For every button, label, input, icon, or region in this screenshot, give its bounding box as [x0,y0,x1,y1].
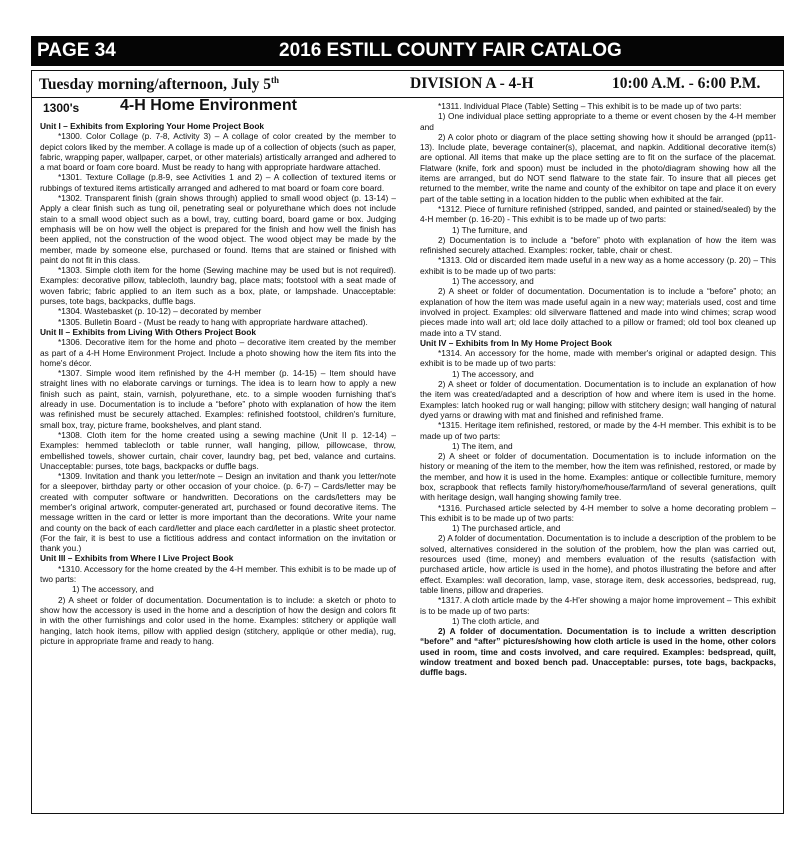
catalog-entry: 2) A sheet or folder of documentation. Documentation is to include a “before” photo; an explanation of how the item was made useful again in a new way; materials used, cost and time involved in project. Examples: old silverware flattened and made into wind chimes; scrap wood pieces made into wall art; old lace doily attached to a pillow or framed; old tool box cleaned up made into a TV stand. [420,286,776,338]
catalog-entry: *1314. An accessory for the home, made with member's original or adapted design. This exhibit is to be made up of two parts: [420,348,776,369]
left-column-body [40,121,396,646]
catalog-entry: *1305. Bulletin Board - (Must be ready to hang with appropriate hardware attached). [58,316,368,327]
catalog-entry: 1) One individual place setting appropriate to a theme or event chosen by the 4-H member and [420,111,776,132]
page-banner [31,36,784,66]
catalog-entry: *1301. Texture Collage (p.8-9, see Activities 1 and 2) – A collection of textured items or rubbings of textured items artistically arranged and adhered to mat board or foam core board. [40,172,396,193]
page-number: PAGE 34 [37,40,116,61]
catalog-title: 2016 ESTILL COUNTY FAIR CATALOG [279,40,622,61]
catalog-entry: 1) The item, and [452,440,513,451]
content-frame [31,70,784,814]
catalog-entry: 2) A folder of documentation. Documentation is to include a written description “before” and “after” pictures/showing how cloth article is used in the home, other colors used in room, time and costs involved, and care required. Examples: bedspread, quilt, window treatment and boxed bench pad. Unacceptable: purses, tote bags, backpacks, duffle bags. [420,626,776,678]
catalog-entry: *1317. A cloth article made by the 4-H'er showing a major home improvement – This exhibit is to be made up of two parts: [420,595,776,616]
catalog-entry: 2) A folder of documentation. Documentation is to include a description of the problem to be solved, alternatives considered in the solution of the problem, how the plan was carried out, resources used (time, money) and members evaluation of the results (satisfaction with purchased article, how article is used in the home), and photos illustrating the before and after effect. Examples: wall decoration, lamp, vase, storage item, desk accessories, bedspread, rug, table linens, pillow and draperies. [420,533,776,595]
catalog-entry: *1303. Simple cloth item for the home (Sewing machine may be used but is not required). Examples: decorative pillow, tablecloth, laundry bag, place mats; footstool with a seat made of woven fabric; fabric applied to an item such as a box, plate, or lampshade. Unacceptable: purses, tote bags, backpacks, duffle bags. [40,265,396,307]
catalog-entry: 1) The furniture, and [452,224,528,235]
section-title: 4-H Home Environment [120,97,297,114]
catalog-entry: *1302. Transparent finish (grain shows through) applied to small wood object (p. 13-14) – Apply a clear finish such as tung oil, penetrating seal or polyurethane which does not include stain to a small wood object such as a bowl, tray, cutting board, board game or box. Judging emphasis will be on how well the object is prepared for the finish and how well the finish has been applied, not the construction of the wood object. The wood object may be made by the member, made by someone else, purchased or found. Items that are stained or finished with paint do not fit in this class. [40,193,396,265]
catalog-entry: *1313. Old or discarded item made useful in a new way as a home accessory (p. 20) – This exhibit is to be made up of two parts: [420,255,776,276]
catalog-entry: *1316. Purchased article selected by 4-H member to solve a home decorating problem – This exhibit is to be made up of two parts: [420,502,776,523]
catalog-entry: *1309. Invitation and thank you letter/note – Design an invitation and thank you letter/note for a sleepover, birthday party or other occasion of your choice. (p. 6-7) – Cards/letter may be created with computer software or handwritten. Decorations on the cards/letters may be member's original artwork, computer-generated art, purchased or found decorative items. The message written in the card or letter is more important than the decorations. Write your name and county on the back of each card/letter and place each card/letter in a plastic sheet protector. (For the fair, it is best to use a fictitious address and contact information on the invitation or thank you.) [40,471,396,554]
catalog-entry: *1306. Decorative item for the home and photo – decorative item created by the member as part of a 4-H Home Environment Project. Include a photo showing how the item fits into the home's décor. [40,337,396,368]
left-column [40,97,396,646]
section-code: 1300's [43,101,80,115]
schedule-time: 10:00 A.M. - 6:00 P.M. [612,75,761,92]
catalog-entry: 1) The accessory, and [72,584,154,595]
schedule-header [32,71,783,98]
catalog-entry: 1) The cloth article, and [452,615,540,626]
schedule-day: Tuesday morning/afternoon, July 5th [39,75,279,94]
catalog-entry: 2) A sheet or folder of documentation. Documentation is to include: a sketch or photo to show how the accessory is used in the home and a description of how the design and colors fit in with the other furnishings and color used in the home. Examples: stitchery or appliqúe wall hanging, latch hook items, pillow with applied design (stitchery, appliqúe or other media), rug, picture in appropriate frame and ready to hang. [40,594,396,646]
catalog-entry: *1311. Individual Place (Table) Setting – This exhibit is to be made up of two parts: [438,101,742,111]
catalog-entry: *1310. Accessory for the home created by the 4-H member. This exhibit is to be made up of two parts: [40,563,396,585]
catalog-entry: 1) The accessory, and [452,368,534,379]
catalog-entry: *1308. Cloth item for the home created using a sewing machine (Unit II p. 12-14) – Examples: hemmed tablecloth or table runner, wall hanging, pillow, pillowcase, throw, embellished towels, shower curtain, chair cover, laundry bag, pet bed, valance and curtains. Unacceptable: purses, tote bags, backpacks or duffle bags. [40,429,396,471]
catalog-entry: 2) Documentation is to include a “before” photo with explanation of how the item was refinished securely attached. Examples: rocker, table, chair or chest. [420,234,776,256]
day-suffix: th [270,75,279,85]
unit-heading: Unit IV – Exhibits from In My Home Project Book [420,337,612,348]
unit-heading: Unit II – Exhibits from Living With Others Project Book [40,326,256,337]
unit-heading: Unit III – Exhibits from Where I Live Project Book [40,553,234,564]
catalog-entry: 2) A sheet or folder of documentation. Documentation is to include an explanation of how the item was created/adapted and a description of how and where item is used in the home. Examples: latch hooked rug or wall hanging; pillow with stitchery design; wall hanging of natural dyed yarns or drawing with mat and finished and refinished frame. [420,379,776,420]
catalog-entry: *1307. Simple wood item refinished by the 4-H member (p. 14-15) – Item should have straight lines with no elaborate carvings or turnings. The idea is to learn how to apply a new finish such as paint, stain, varnish, polyurethane, etc. to a simple wooden furnishing that's already in use. Documentation is to include a “before” photo with explanation of how the item was refinished must be securely attached. Examples: refinished footstool, children's furniture, small box, tray, picture frame, bookshelves, and plant stand. [40,368,396,430]
unit-heading: Unit I – Exhibits from Exploring Your Home Project Book [40,121,265,131]
right-column-body [420,101,776,678]
catalog-entry: *1315. Heritage item refinished, restored, or made by the 4-H member. This exhibit is to be made up of two parts: [420,420,776,441]
right-column [420,101,776,678]
catalog-entry: *1300. Color Collage (p. 7-8, Activity 3) – A collage of color created by the member to depict colors liked by the member. A collage is made up of a collection of objects (such as paper, fabric, wrapping paper, wallpaper, carpet, or other materials) artistically arranged and adhered to a mat board or foam core board. Must be ready to hang with appropriate hardware attached. [40,131,396,173]
catalog-entry: 2) A color photo or diagram of the place setting showing how it should be arranged (pp11-13). Include plate, beverage container(s), placemat, and napkin. Additional decorative item(s) are optional. All items that make up the place setting are to fit on the surface of the placemat. Flatware (knife, fork and spoon) must be included in the photo/diagram showing how all the items are arranged, but do NOT send flatware to the state fair. To insure that all pieces get returned to the member, write the name and county of the exhibitor on tape and place it on every part of the table setting in a location hidden to the public when exhibited at the fair. [420,131,776,204]
catalog-entry: *1312. Piece of furniture refinished (stripped, sanded, and painted or stained/sealed) by the 4-H member (p. 16-20) - This exhibit is to be made up of two parts: [420,203,776,225]
catalog-entry: 2) A sheet or folder of documentation. Documentation is to include information on the history or meaning of the item to the member, how the item was refinished, restored, or made by the member, and how it is used in the home. Examples: antique or collectible furniture, memory box, scrapbook that reflects family history/home/house/farm/land of several generations, quilt with heritage design, wall hanging showing family tree. [420,451,776,503]
catalog-entry: *1304. Wastebasket (p. 10-12) – decorated by member [58,306,262,317]
catalog-entry: 1) The accessory, and [452,276,534,287]
catalog-entry: 1) The purchased article, and [452,523,561,534]
division-label: DIVISION A - 4-H [410,75,534,92]
section-heading [40,97,396,121]
